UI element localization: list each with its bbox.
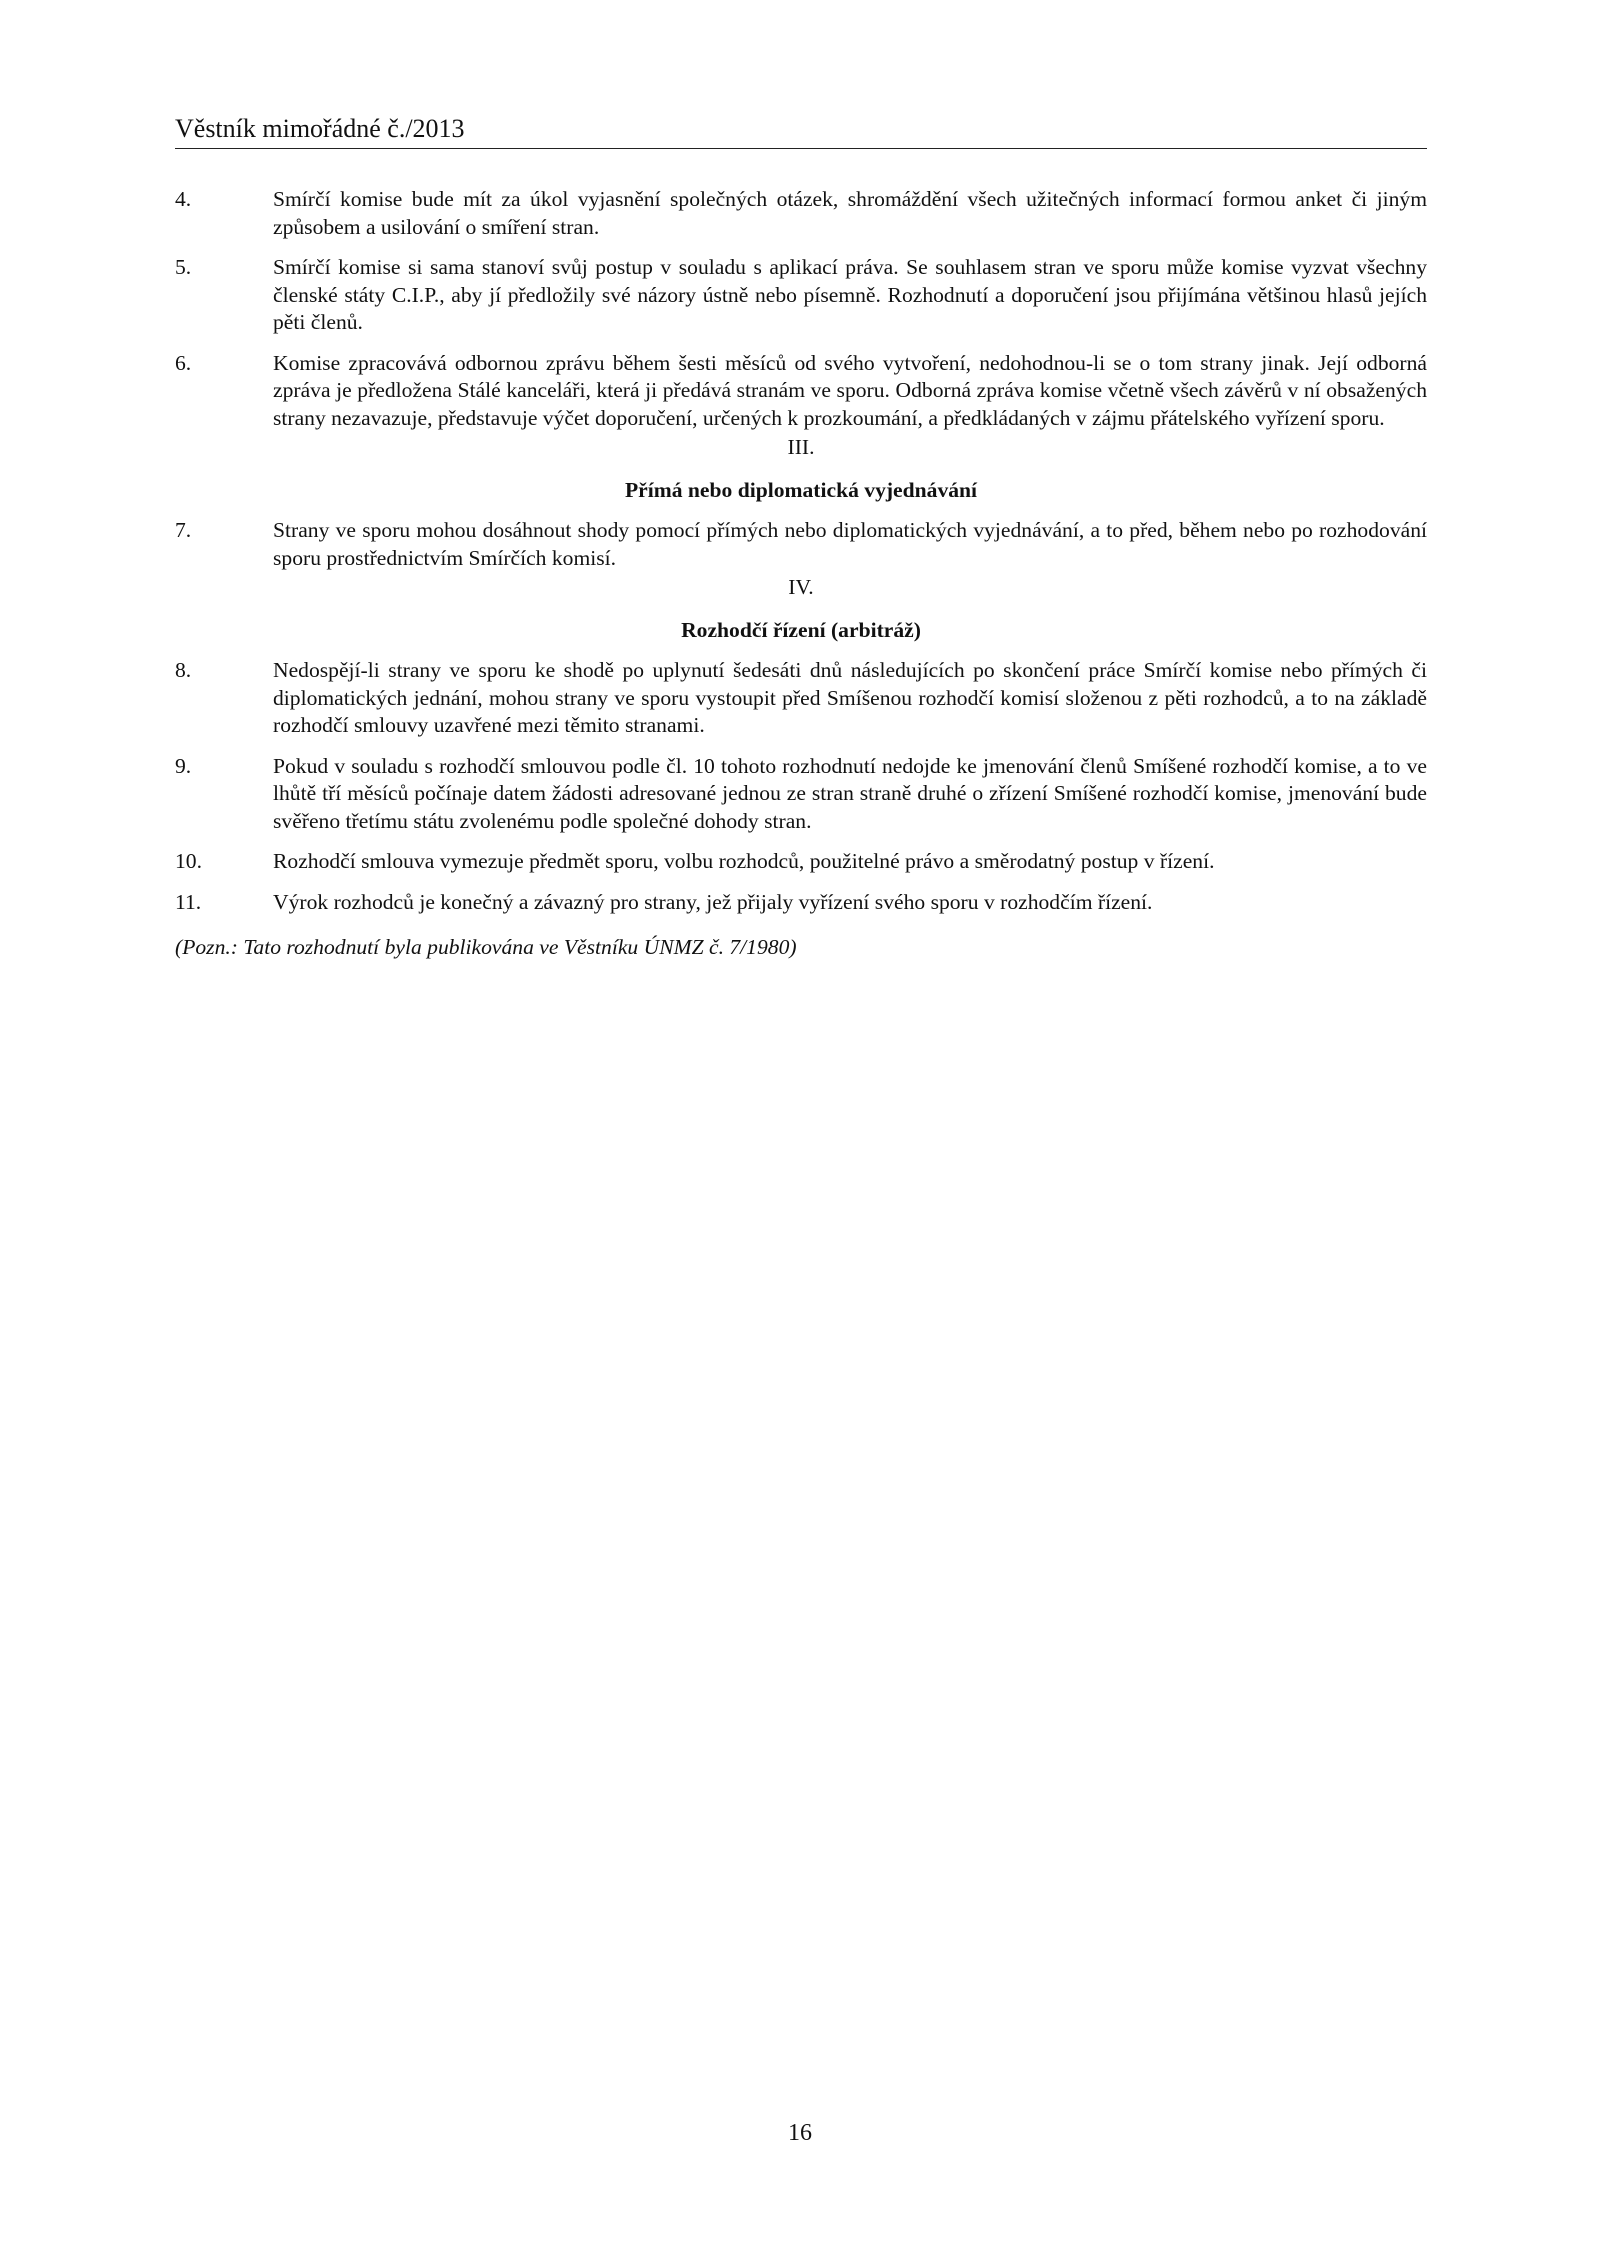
article-paragraph	[175, 657, 1427, 740]
paragraph-number: 6.	[175, 350, 192, 375]
paragraph-text: Smírčí komise bude mít za úkol vyjasnění společných otázek, shromáždění všech užitečných informací formou anket či jiným způsobem a usilování o smíření stran.	[273, 187, 1427, 239]
paragraph-number: 8.	[175, 658, 192, 682]
paragraph-number: 5.	[175, 255, 192, 279]
running-header: Věstník mimořádné č./2013	[175, 112, 1427, 149]
page-number: 16	[788, 2120, 812, 2146]
paragraph-number: 10.	[175, 849, 202, 873]
page-content	[175, 186, 1427, 962]
article-paragraph	[175, 186, 1427, 241]
article-paragraph	[175, 350, 1427, 433]
paragraph-text: Nedospějí-li strany ve sporu ke shodě po uplynutí šedesáti dnů následujících po skončení práce Smírčí komise nebo přímých či diplomatických jednání, mohou strany ve sporu vystoupit před Smíšenou rozhodčí komisí složenou z pěti rozhodců, a to na základě rozhodčí smlouvy uzavřené mezi těmito stranami.	[273, 658, 1427, 737]
paragraph-text: Komise zpracovává odbornou zprávu během šesti měsíců od svého vytvoření, nedohodnou-li se o tom strany jinak. Její odborná zpráva je předložena Stálé kanceláři, která ji předává stranám ve sporu. Odborná zpráva komise včetně všech závěrů v ní obsažených strany nezavazuje, představuje výčet doporučení, určených k prozkoumání, a předkládaných v zájmu přátelského vyřízení sporu.	[273, 350, 1427, 430]
article-paragraph	[175, 848, 1427, 876]
paragraph-text: Pokud v souladu s rozhodčí smlouvou podle čl. 10 tohoto rozhodnutí nedojde ke jmenování členů Smíšené rozhodčí komise, a to ve lhůtě tří měsíců počínaje datem žádosti adresované jednou ze stran straně druhé o zřízení Smíšené rozhodčí komise, jmenování bude svěřeno třetímu státu zvolenému podle společné dohody stran.	[273, 753, 1427, 833]
paragraph-number: 7.	[175, 518, 192, 542]
article-paragraph	[175, 517, 1427, 572]
article-paragraph	[175, 254, 1427, 337]
section-title: Přímá nebo diplomatická vyjednávání	[624, 477, 978, 502]
article-paragraph	[175, 889, 1427, 917]
paragraph-text: Rozhodčí smlouva vymezuje předmět sporu, volbu rozhodců, použitelné právo a směrodatný postup v řízení.	[273, 849, 1215, 873]
article-paragraph	[175, 753, 1427, 836]
paragraph-number: 9.	[175, 753, 192, 778]
publication-note: (Pozn.: Tato rozhodnutí byla publikována ve Věstníku ÚNMZ č. 7/1980)	[175, 935, 797, 959]
paragraph-text: Výrok rozhodců je konečný a závazný pro strany, jež přijaly vyřízení svého sporu v rozhodčím řízení.	[273, 889, 1153, 914]
paragraph-text: Smírčí komise si sama stanoví svůj postup v souladu s aplikací práva. Se souhlasem stran ve sporu může komise vyzvat všechny členské státy C.I.P., aby jí předložily své názory ústně nebo písemně. Rozhodnutí a doporučení jsou přijímána většinou hlasů jejích pěti členů.	[273, 255, 1427, 334]
paragraph-number: 11.	[175, 889, 202, 914]
paragraph-number: 4.	[175, 187, 192, 211]
paragraph-text: Strany ve sporu mohou dosáhnout shody pomocí přímých nebo diplomatických vyjednávání, a to před, během nebo po rozhodování sporu prostřednictvím Smírčích komisí.	[273, 518, 1427, 570]
section-number: IV.	[788, 575, 814, 599]
section-number: III.	[787, 435, 815, 459]
section-title: Rozhodčí řízení (arbitráž)	[681, 617, 921, 642]
